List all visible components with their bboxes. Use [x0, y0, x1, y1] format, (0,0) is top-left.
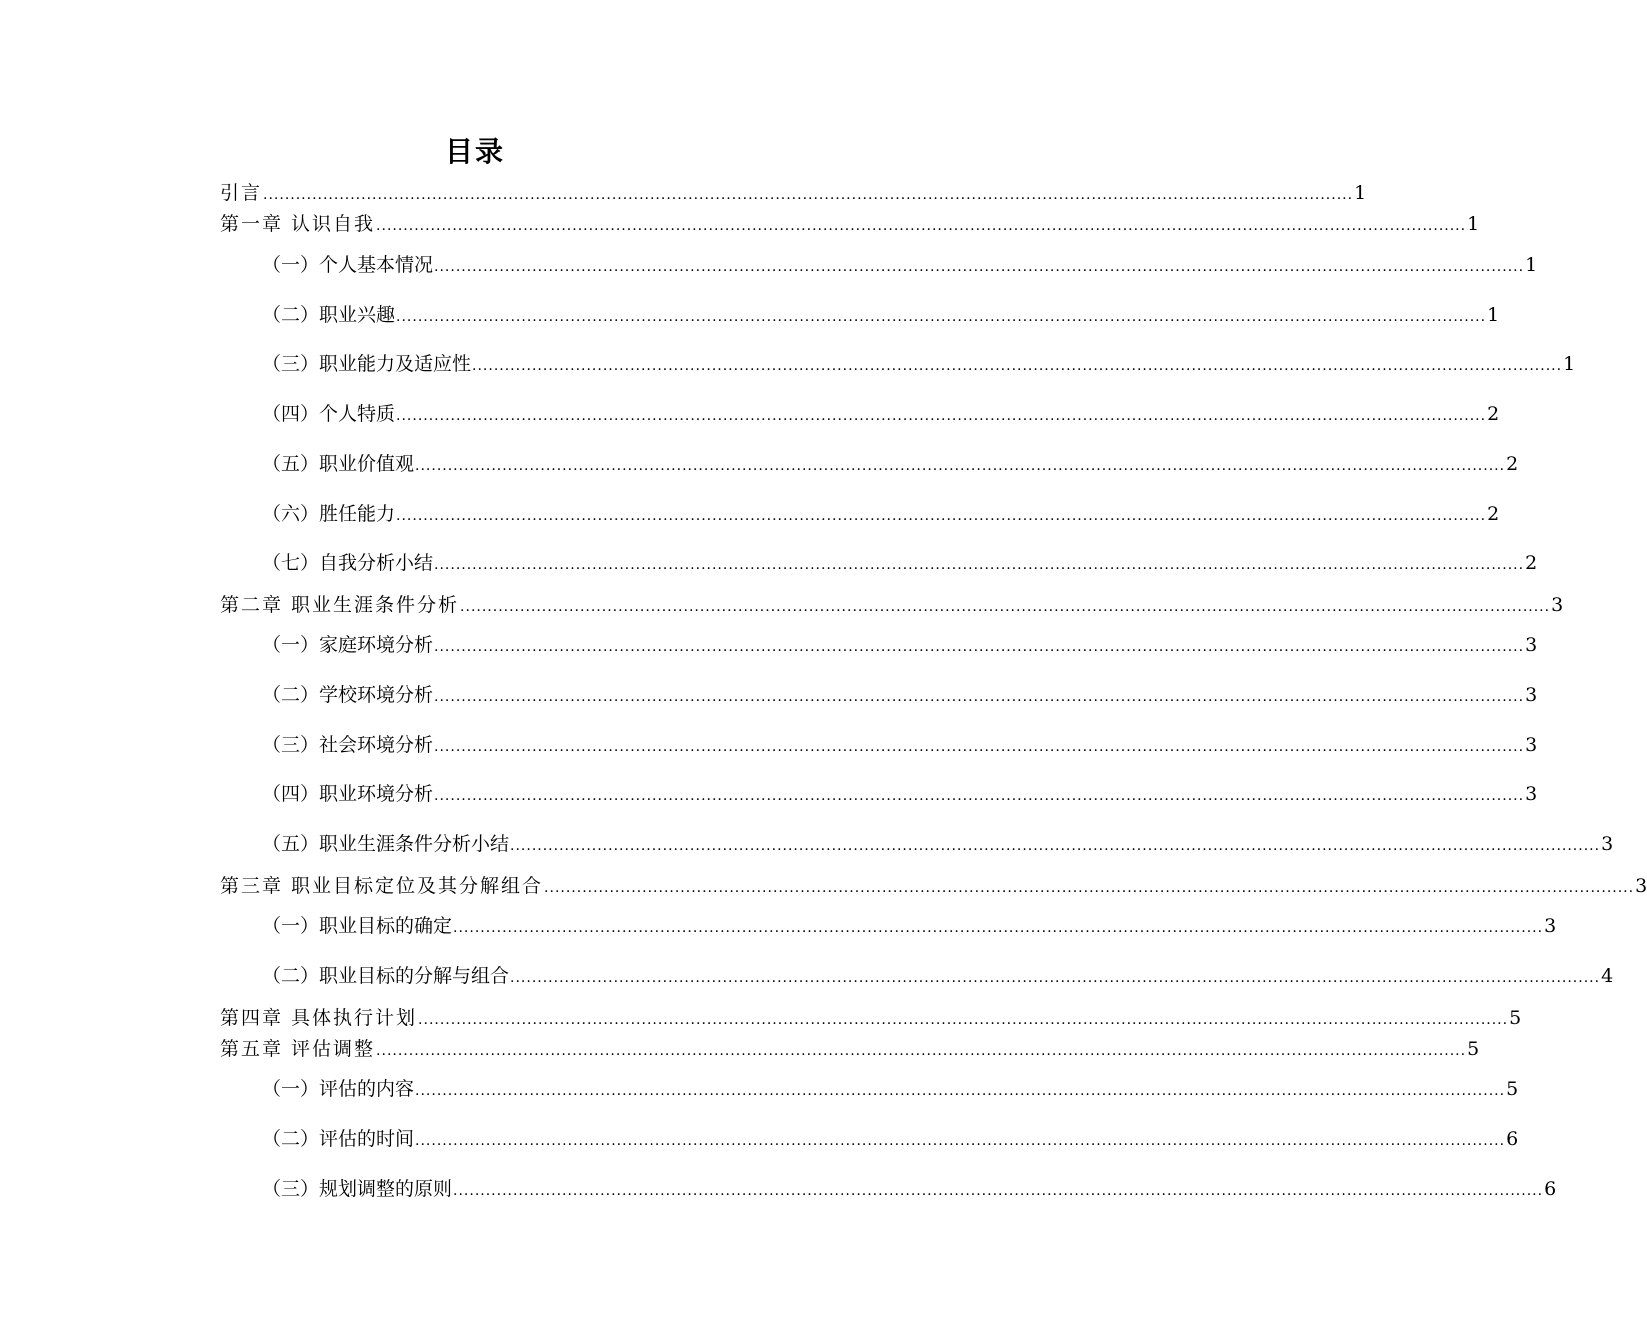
toc-entry-label: （一）个人基本情况 — [262, 254, 434, 276]
toc-leader: ........................................................................................................................................................................................................ — [434, 739, 1525, 755]
toc-entry-label: （三）规划调整的原则 — [262, 1178, 453, 1200]
toc-entry[interactable] — [262, 733, 1538, 759]
toc-entry-label: 第二章 职业生涯条件分析 — [220, 594, 460, 616]
toc-entry-label: （二）学校环境分析 — [262, 684, 434, 706]
toc-entry[interactable] — [220, 1037, 1480, 1063]
toc-leader: ........................................................................................................................................................................................................ — [376, 1043, 1467, 1059]
toc-page-number: 4 — [1601, 965, 1614, 987]
toc-entry-label: （五）职业生涯条件分析小结 — [262, 833, 510, 855]
toc-entry-label: 第一章 认识自我 — [220, 213, 376, 235]
toc-page-number: 3 — [1525, 684, 1538, 706]
toc-page-number: 2 — [1525, 552, 1538, 574]
toc-page-number: 1 — [1354, 182, 1367, 204]
toc-leader: ........................................................................................................................................................................................................ — [376, 218, 1467, 234]
toc-entry-label: （五）职业价值观 — [262, 453, 415, 475]
toc-entry[interactable] — [262, 914, 1557, 940]
toc-leader: ........................................................................................................................................................................................................ — [415, 1083, 1506, 1099]
toc-page-number: 3 — [1601, 833, 1614, 855]
toc-entry-label: （一）家庭环境分析 — [262, 634, 434, 656]
toc-entry-label: （三）社会环境分析 — [262, 734, 434, 756]
toc-entry-label: 引言 — [220, 182, 263, 204]
toc-entry[interactable] — [220, 212, 1480, 238]
toc-entry-label: （六）胜任能力 — [262, 503, 396, 525]
toc-page-number: 5 — [1506, 1078, 1519, 1100]
toc-leader: ........................................................................................................................................................................................................ — [418, 1012, 1509, 1028]
toc-leader: ........................................................................................................................................................................................................ — [434, 259, 1525, 275]
toc-entry[interactable] — [262, 402, 1500, 428]
toc-entry[interactable] — [262, 633, 1538, 659]
toc-leader: ........................................................................................................................................................................................................ — [472, 358, 1563, 374]
toc-entry[interactable] — [262, 352, 1576, 378]
page-title: 目录 — [444, 135, 505, 168]
toc-entry-label: （二）评估的时间 — [262, 1128, 415, 1150]
toc-leader: ........................................................................................................................................................................................................ — [434, 639, 1525, 655]
toc-leader: ........................................................................................................................................................................................................ — [415, 458, 1506, 474]
toc-entry[interactable] — [262, 1077, 1519, 1103]
toc-entry-label: （四）职业环境分析 — [262, 783, 434, 805]
toc-page-number: 6 — [1506, 1128, 1519, 1150]
toc-entry-label: （七）自我分析小结 — [262, 552, 434, 574]
toc-entry[interactable] — [262, 502, 1500, 528]
toc-leader: ........................................................................................................................................................................................................ — [396, 508, 1487, 524]
toc-entry[interactable] — [262, 964, 1614, 990]
toc-entry-label: （一）职业目标的确定 — [262, 915, 453, 937]
toc-entry-label: （四）个人特质 — [262, 403, 396, 425]
toc-entry[interactable] — [262, 683, 1538, 709]
toc-leader: ........................................................................................................................................................................................................ — [415, 1133, 1506, 1149]
toc-entry[interactable] — [262, 782, 1538, 808]
toc-leader: ........................................................................................................................................................................................................ — [434, 557, 1525, 573]
toc-page-number: 3 — [1635, 875, 1647, 897]
toc-entry[interactable] — [262, 253, 1538, 279]
toc-leader: ........................................................................................................................................................................................................ — [396, 408, 1487, 424]
toc-page-number: 2 — [1506, 453, 1519, 475]
toc-leader: ........................................................................................................................................................................................................ — [453, 1183, 1544, 1199]
toc-page-number: 1 — [1467, 213, 1480, 235]
toc-leader: ........................................................................................................................................................................................................ — [396, 309, 1487, 325]
toc-leader: ........................................................................................................................................................................................................ — [453, 920, 1544, 936]
toc-page-number: 3 — [1525, 634, 1538, 656]
toc-entry[interactable] — [220, 874, 1647, 900]
toc-entry-label: （二）职业目标的分解与组合 — [262, 965, 510, 987]
toc-entry[interactable] — [262, 551, 1538, 577]
toc-entry[interactable] — [220, 181, 1367, 207]
toc-entry[interactable] — [220, 1006, 1522, 1032]
toc-entry-label: （二）职业兴趣 — [262, 304, 396, 326]
toc-leader: ........................................................................................................................................................................................................ — [434, 689, 1525, 705]
toc-page-number: 5 — [1467, 1038, 1480, 1060]
toc-entry-label: 第三章 职业目标定位及其分解组合 — [220, 875, 544, 897]
toc-leader: ........................................................................................................................................................................................................ — [460, 599, 1551, 615]
toc-leader: ........................................................................................................................................................................................................ — [510, 970, 1601, 986]
toc-leader: ........................................................................................................................................................................................................ — [263, 187, 1354, 203]
toc-entry[interactable] — [262, 452, 1519, 478]
toc-entry-label: 第四章 具体执行计划 — [220, 1007, 418, 1029]
toc-entry-label: （一）评估的内容 — [262, 1078, 415, 1100]
toc-page-number: 3 — [1544, 915, 1557, 937]
toc-page-number: 3 — [1525, 734, 1538, 756]
toc-page-number: 2 — [1487, 503, 1500, 525]
toc-entry[interactable] — [220, 593, 1564, 619]
toc-entry-label: （三）职业能力及适应性 — [262, 353, 472, 375]
toc-page-number: 1 — [1525, 254, 1538, 276]
toc-entry[interactable] — [262, 1127, 1519, 1153]
toc-page-number: 1 — [1563, 353, 1576, 375]
toc-entry[interactable] — [262, 303, 1500, 329]
toc-leader: ........................................................................................................................................................................................................ — [434, 788, 1525, 804]
toc-entry[interactable] — [262, 1177, 1557, 1203]
toc-page-number: 6 — [1544, 1178, 1557, 1200]
toc-leader: ........................................................................................................................................................................................................ — [544, 880, 1635, 896]
toc-entry-label: 第五章 评估调整 — [220, 1038, 376, 1060]
toc-leader: ........................................................................................................................................................................................................ — [510, 838, 1601, 854]
toc-page-number: 3 — [1551, 594, 1564, 616]
toc-page-number: 3 — [1525, 783, 1538, 805]
toc-page-number: 1 — [1487, 304, 1500, 326]
toc-page-number: 5 — [1509, 1007, 1522, 1029]
toc-page-number: 2 — [1487, 403, 1500, 425]
toc-entry[interactable] — [262, 832, 1614, 858]
